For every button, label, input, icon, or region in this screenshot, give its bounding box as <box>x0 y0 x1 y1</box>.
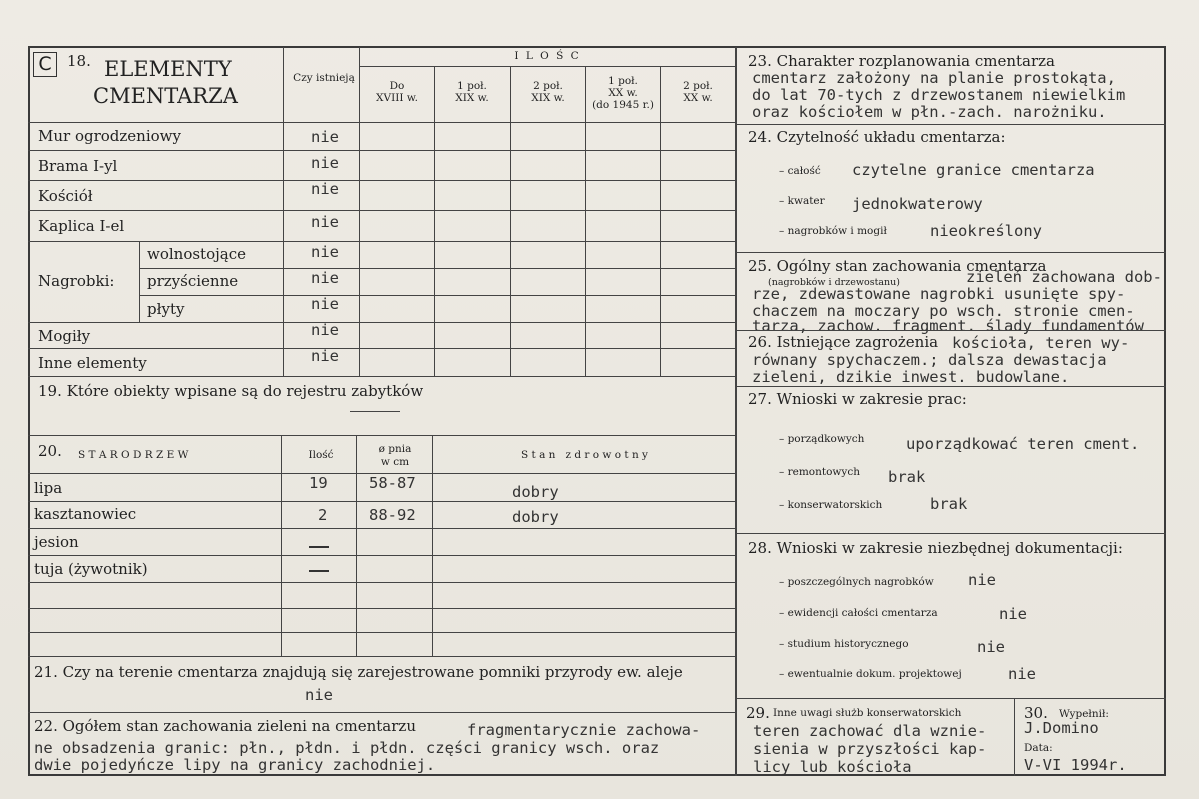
nagrobki-row-value: nie <box>311 243 339 261</box>
period-col-header-line: 2 poł. <box>533 80 563 92</box>
col-pnia-header-l1: ø pnia <box>378 443 412 455</box>
tree-count: 19 <box>309 474 328 492</box>
section-25-answer-l1: zieleń zachowana dob- <box>966 268 1162 286</box>
section-18-title-line2: CMENTARZA <box>93 84 238 108</box>
element-row-label: Inne elementy <box>38 354 147 372</box>
period-col-header-line: Do <box>389 80 405 92</box>
grid-line <box>28 501 735 502</box>
nagrobki-row-label: wolnostojące <box>147 245 246 263</box>
section-28-item-label: – ewidencji całości cmentarza <box>779 607 938 619</box>
section-28-item-value: nie <box>977 638 1005 656</box>
grid-line <box>359 66 735 67</box>
section-22-answer-l1: fragmentarycznie zachowa- <box>467 721 701 739</box>
grid-line <box>735 698 1166 699</box>
filled-by-value: J.Domino <box>1024 719 1099 737</box>
tree-count-dash <box>309 570 329 572</box>
section-21-question: 21. Czy na terenie cmentarza znajdują się zarejestrowane pomniki przyrody ew. aleje <box>34 663 683 681</box>
section-27-item-label: – porządkowych <box>779 433 865 445</box>
section-24-item-value: jednokwaterowy <box>852 195 983 213</box>
element-row-value: nie <box>311 321 339 339</box>
grid-line <box>28 712 735 713</box>
grid-line <box>735 386 1166 387</box>
section-25-answer-l4: tarza, zachow. fragment. ślady fundamentów <box>752 317 1144 335</box>
nagrobki-row-label: płyty <box>147 300 185 318</box>
section-25-sublabel: (nagrobków i drzewostanu) <box>768 277 900 288</box>
nagrobki-label: Nagrobki: <box>38 272 115 290</box>
grid-line <box>735 533 1166 534</box>
grid-line <box>28 210 735 211</box>
grid-line <box>283 47 284 376</box>
section-28-item-value: nie <box>1008 665 1036 683</box>
section-18-number: 18. <box>67 52 91 70</box>
tree-health: dobry <box>512 508 559 526</box>
grid-line <box>735 252 1166 253</box>
section-22-answer-l2: ne obsadzenia granic: płn., płdn. i płdn. części granicy wsch. oraz <box>34 739 660 757</box>
element-row-label: Brama I-yl <box>38 157 118 175</box>
nagrobki-row-value: nie <box>311 295 339 313</box>
ilosc-header: I L O Ś C <box>514 50 581 62</box>
period-col-header-line: XIX w. <box>455 92 489 104</box>
grid-line <box>359 47 360 376</box>
tree-count: 2 <box>318 506 328 524</box>
grid-line <box>28 555 735 556</box>
period-col-header <box>511 80 585 104</box>
grid-line <box>510 66 511 376</box>
section-25-answer-l2: rze, zdewastowane nagrobki usunięte spy- <box>752 285 1126 303</box>
grid-line <box>356 436 357 656</box>
section-27-item-label: – konserwatorskich <box>779 499 883 511</box>
section-29-number: 29. <box>746 704 770 722</box>
section-28-question: 28. Wnioski w zakresie niezbędnej dokumentacji: <box>748 539 1123 557</box>
section-23-answer-l1: cmentarz założony na planie prostokąta, <box>752 69 1116 87</box>
element-row-value: nie <box>311 347 339 365</box>
section-29-answer-l2: sienia w przyszłości kap- <box>753 740 987 758</box>
section-23-question: 23. Charakter rozplanowania cmentarza <box>748 52 1055 70</box>
section-20-number: 20. <box>38 442 62 460</box>
section-24-item-value: czytelne granice cmentarza <box>852 161 1095 179</box>
period-col-header <box>661 80 735 104</box>
grid-line <box>28 656 735 657</box>
nagrobki-row-value: nie <box>311 269 339 287</box>
section-26-answer-l1: kościoła, teren wy- <box>952 334 1130 352</box>
period-col-header <box>435 80 509 104</box>
tree-diameter: 58-87 <box>369 474 416 492</box>
tree-name: lipa <box>34 479 63 497</box>
section-24-item-label: – nagrobków i mogił <box>779 225 887 237</box>
section-23-answer-l2: do lat 70-tych z drzewostanem niewielkim <box>752 86 1126 104</box>
grid-line <box>735 124 1166 125</box>
tree-count-dash <box>309 546 329 548</box>
section-27-item-value: brak <box>930 495 968 513</box>
grid-line <box>28 150 735 151</box>
tree-name: tuja (żywotnik) <box>34 560 148 578</box>
section-22-answer-l3: dwie pojedyńcze lipy na granicy zachodniej. <box>34 756 436 774</box>
section-30-number: 30. <box>1024 704 1048 722</box>
grid-line <box>434 66 435 376</box>
element-row-value: nie <box>311 154 339 172</box>
grid-line <box>28 608 735 609</box>
section-29-answer-l1: teren zachować dla wznie- <box>753 722 987 740</box>
section-24-item-label: – całość <box>779 165 821 177</box>
section-28-item-label: – poszczególnych nagrobków <box>779 576 934 588</box>
grid-line <box>28 632 735 633</box>
element-row-value: nie <box>311 213 339 231</box>
period-col-header-line: (do 1945 r.) <box>592 99 654 111</box>
tree-name: jesion <box>34 533 79 551</box>
section-29-question: Inne uwagi służb konserwatorskich <box>773 707 962 719</box>
column-divider <box>735 47 737 776</box>
nagrobki-row-label: przyścienne <box>147 272 239 290</box>
section-24-question: 24. Czytelność układu cmentarza: <box>748 128 1006 146</box>
section-27-item-label: – remontowych <box>779 466 860 478</box>
empty-answer-line <box>350 411 400 412</box>
element-row-label: Mogiły <box>38 327 91 345</box>
grid-line <box>585 66 586 376</box>
grid-line <box>28 528 735 529</box>
section-26-answer-l3: zieleni, dzikie inwest. budowlane. <box>752 368 1070 386</box>
section-25-question: 25. Ogólny stan zachowania cmentarza <box>748 257 1047 275</box>
grid-line <box>28 435 735 436</box>
section-26-answer-l2: równany spychaczem.; dalsza dewastacja <box>752 351 1107 369</box>
section-18-title-line1: ELEMENTY <box>104 57 232 81</box>
date-label: Data: <box>1024 742 1053 754</box>
col-exists-header-text: Czy istnieją <box>293 72 355 84</box>
period-col-header-line: 1 poł. <box>608 75 638 87</box>
grid-line <box>28 348 735 349</box>
period-col-header-line: 2 poł. <box>683 80 713 92</box>
section-27-question: 27. Wnioski w zakresie prac: <box>748 390 967 408</box>
tree-diameter: 88-92 <box>369 506 416 524</box>
grid-line <box>28 122 735 123</box>
grid-line <box>139 295 735 296</box>
grid-line <box>432 436 433 656</box>
grid-line <box>28 241 735 242</box>
col-pnia-header-l2: w cm <box>380 456 410 468</box>
grid-line <box>139 268 735 269</box>
section-27-item-value: brak <box>888 468 926 486</box>
section-25-answer-l3: chaczem na moczary po wsch. stronie cmen- <box>752 302 1135 320</box>
element-row-label: Kaplica I-el <box>38 217 125 235</box>
col-exists-header <box>291 72 357 84</box>
period-col-header-line: 1 poł. <box>457 80 487 92</box>
section-28-item-value: nie <box>968 571 996 589</box>
grid-line <box>281 436 282 656</box>
period-col-header <box>586 75 660 111</box>
section-27-item-value: uporządkować teren cment. <box>906 435 1140 453</box>
period-col-header-line: XX w. <box>683 92 713 104</box>
section-24-item-value: nieokreślony <box>930 222 1042 240</box>
grid-line <box>660 66 661 376</box>
col-stan-header: S t a n z d r o w o t n y <box>521 449 648 461</box>
starodrzew-title: S T A R O D R Z E W <box>78 449 189 461</box>
grid-line <box>28 582 735 583</box>
period-col-header-line: XVIII w. <box>376 92 418 104</box>
element-row-value: nie <box>311 180 339 198</box>
section-28-item-label: – studium historycznego <box>779 638 909 650</box>
period-col-header-line: XIX w. <box>531 92 565 104</box>
section-21-answer: nie <box>305 686 333 704</box>
grid-line <box>28 180 735 181</box>
section-23-answer-l3: oraz kościołem w płn.-zach. narożniku. <box>752 103 1107 121</box>
element-row-label: Mur ogrodzeniowy <box>38 127 181 145</box>
element-row-value: nie <box>311 128 339 146</box>
section-24-item-label: – kwater <box>779 195 825 207</box>
grid-line <box>735 330 1166 331</box>
section-26-question: 26. Istniejące zagrożenia <box>748 333 939 351</box>
section-19-question: 19. Które obiekty wpisane są do rejestru zabytków <box>38 382 424 400</box>
section-28-item-value: nie <box>999 605 1027 623</box>
tree-health: dobry <box>512 483 559 501</box>
filled-by-label: Wypełnił: <box>1059 708 1109 720</box>
section-29-answer-l3: licy lub kościoła <box>753 758 912 776</box>
grid-line <box>28 322 735 323</box>
period-col-header-line: XX w. <box>608 87 638 99</box>
grid-line <box>1014 698 1015 776</box>
col-ilosc-header: Ilość <box>308 449 334 461</box>
tree-name: kasztanowiec <box>34 505 137 523</box>
section-28-item-label: – ewentualnie dokum. projektowej <box>779 668 962 680</box>
section-letter-box: C <box>33 52 57 77</box>
grid-line <box>139 242 140 322</box>
date-value: V-VI 1994r. <box>1024 756 1127 774</box>
period-col-header <box>360 80 434 104</box>
section-22-question: 22. Ogółem stan zachowania zieleni na cmentarzu <box>34 717 416 735</box>
grid-line <box>28 376 735 377</box>
element-row-label: Kościół <box>38 187 93 205</box>
